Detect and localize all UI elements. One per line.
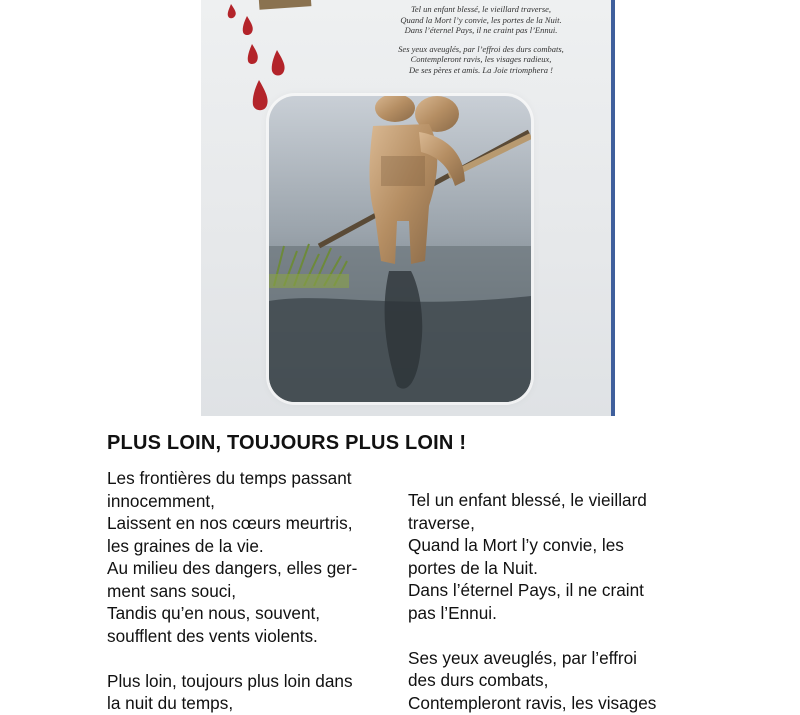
- artwork-stanza: [361, 4, 601, 36]
- poem-line: Contempleront ravis, les visages: [408, 692, 657, 713]
- poem-line: les graines de la vie.: [107, 535, 264, 556]
- artwork-line: Tel un enfant blessé, le vieillard traverse,: [410, 4, 552, 14]
- poem-line: Ses yeux aveuglés, par l’effroi: [408, 647, 637, 668]
- poem-line: Les frontières du temps passant: [107, 468, 352, 488]
- poem-line: ment sans souci,: [107, 580, 236, 601]
- poem-line: Tel un enfant blessé, le vieillard: [408, 490, 647, 510]
- poem-line: Au milieu des dangers, elles ger-: [107, 558, 358, 578]
- poem-line: Quand la Mort l’y convie, les: [408, 535, 624, 555]
- artwork-image: [201, 0, 615, 416]
- poem-line: Dans l’éternel Pays, il ne craint: [408, 580, 644, 600]
- artwork-line: Dans l’éternel Pays, il ne craint pas l’Ennui.: [404, 25, 558, 35]
- artwork-poem: [361, 4, 601, 83]
- artwork-line: Ses yeux aveuglés, par l’effroi des durs combats,: [398, 43, 564, 54]
- poem-title: PLUS LOIN, TOUJOURS PLUS LOIN !: [107, 432, 467, 454]
- poem-line: Plus loin, toujours plus loin dans: [107, 670, 353, 691]
- poem-line: Tandis qu’en nous, souvent,: [107, 603, 321, 623]
- stanza-break: [408, 624, 693, 647]
- poem-line: traverse,: [408, 512, 475, 533]
- artwork-stanza: [361, 44, 601, 76]
- poem-line: la nuit du temps,: [107, 693, 234, 713]
- poem-line: pas l’Ennui.: [408, 602, 497, 623]
- artwork-line: Contempleront ravis, les visages radieux,: [410, 54, 552, 64]
- poem-line: soufflent des vents violents.: [107, 625, 318, 646]
- poem-line: innocemment,: [107, 490, 215, 511]
- poem-line: Laissent en nos cœurs meurtris,: [107, 513, 353, 533]
- artwork-line: De ses pères et amis. La Joie triomphera !: [409, 64, 553, 75]
- poem-line: portes de la Nuit.: [408, 557, 538, 578]
- poem-left-column: [107, 467, 392, 715]
- artwork-line: Quand la Mort l’y convie, les portes de la Nuit.: [400, 14, 562, 25]
- poem-right-column: [408, 489, 693, 714]
- soldier-photo-collage: [269, 96, 531, 402]
- poem-line: des durs combats,: [408, 670, 549, 690]
- stanza-break: [107, 647, 392, 670]
